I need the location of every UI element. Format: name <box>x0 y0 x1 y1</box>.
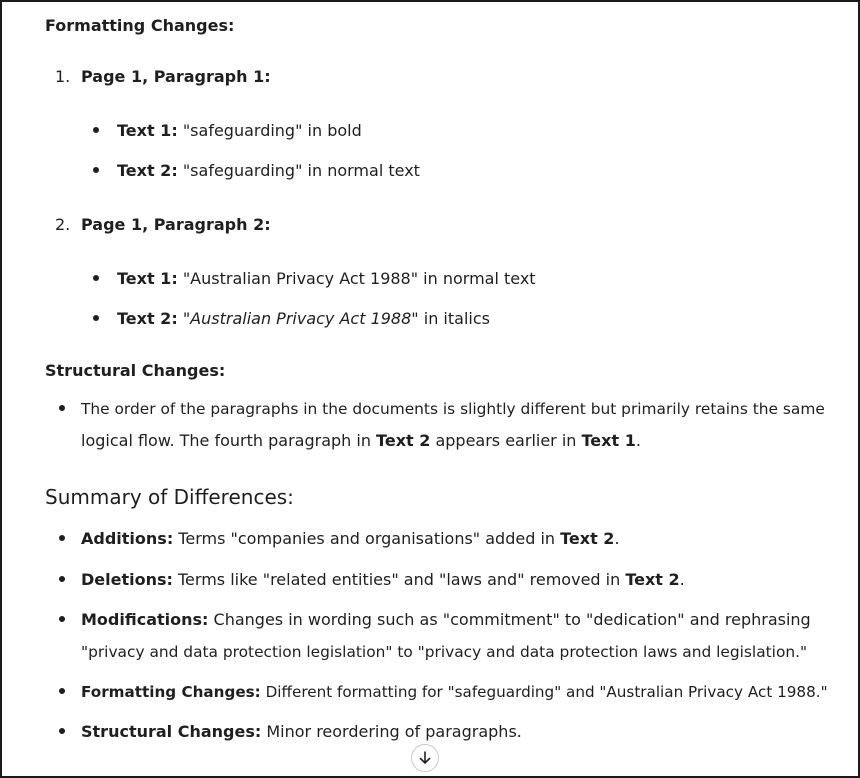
formatting-changes-heading: Formatting Changes: <box>45 16 235 35</box>
summary-item-modifications-line2: "privacy and data protection legislation" to "privacy and data protection laws and legislation." <box>81 643 808 661</box>
bullet <box>59 576 65 582</box>
bullet <box>93 275 99 281</box>
list-item: Text 1: "Australian Privacy Act 1988" in normal text <box>117 269 536 288</box>
summary-item-structural: Structural Changes: Minor reordering of paragraphs. <box>81 722 522 741</box>
list-number: 2. <box>55 215 71 234</box>
structural-changes-heading: Structural Changes: <box>45 361 226 380</box>
list-item: Text 2: "safeguarding" in normal text <box>117 161 420 180</box>
arrow-down-icon <box>418 751 432 765</box>
summary-heading: Summary of Differences: <box>45 485 294 509</box>
bullet <box>93 127 99 133</box>
bullet <box>59 405 65 411</box>
structural-item-line1: The order of the paragraphs in the documents is slightly different but primarily retains the same <box>81 400 825 418</box>
list-item-title: Page 1, Paragraph 1: <box>81 67 271 86</box>
bullet <box>59 535 65 541</box>
list-item: Text 2: "Australian Privacy Act 1988" in italics <box>117 309 490 328</box>
list-number: 1. <box>55 67 71 86</box>
bullet <box>93 315 99 321</box>
summary-item-formatting: Formatting Changes: Different formatting for "safeguarding" and "Australian Privacy Act 1988." <box>81 683 828 701</box>
bullet <box>59 688 65 694</box>
list-item: Text 1: "safeguarding" in bold <box>117 121 362 140</box>
scroll-to-bottom-button[interactable] <box>411 744 439 772</box>
bullet <box>59 616 65 622</box>
bullet <box>59 728 65 734</box>
bullet <box>93 167 99 173</box>
summary-item-deletions: Deletions: Terms like "related entities" and "laws and" removed in Text 2. <box>81 570 685 589</box>
structural-item-line2: logical flow. The fourth paragraph in Text 2 appears earlier in Text 1. <box>81 431 641 450</box>
list-item-title: Page 1, Paragraph 2: <box>81 215 271 234</box>
summary-item-modifications: Modifications: Changes in wording such as "commitment" to "dedication" and rephrasing <box>81 610 811 629</box>
summary-item-additions: Additions: Terms "companies and organisations" added in Text 2. <box>81 529 620 548</box>
